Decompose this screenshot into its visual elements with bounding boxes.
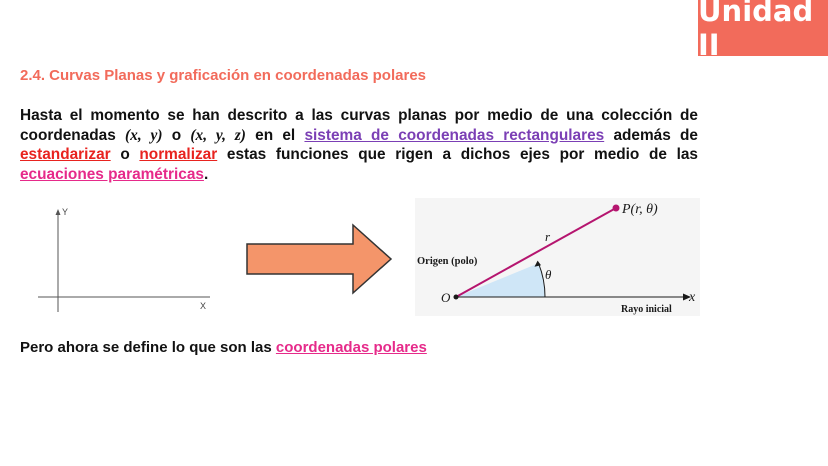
origin-o-label: O [441, 290, 451, 305]
math-xyz: (x, y, z) [190, 126, 246, 144]
angle-wedge [456, 263, 545, 297]
paragraph-text-4: además de [604, 126, 698, 144]
paragraph-text-5: o [110, 146, 140, 163]
point-p-label: P(r, θ) [622, 202, 658, 217]
highlight-polar-coordinates: coordenadas polares [275, 339, 427, 356]
polar-intro-text: Pero ahora se define lo que son las [20, 339, 276, 356]
paragraph-text-7: . [203, 165, 209, 183]
origin-pole-label: Origen (polo) [417, 256, 478, 267]
highlight-estandarizar: estandarizar [20, 146, 111, 163]
unit-badge-label: Unidad II [698, 0, 814, 62]
y-axis-arrowhead [56, 209, 61, 215]
x-axis-polar-label: x [689, 290, 696, 305]
right-arrow-icon [247, 225, 391, 293]
section-title: 2.4. Curvas Planas y graficación en coordenadas polares [20, 67, 427, 84]
math-xy: (x, y) [125, 126, 163, 144]
unit-badge [698, 0, 828, 62]
origin-marker [454, 295, 459, 300]
radius-label: r [545, 229, 551, 244]
initial-ray-label: Rayo inicial [621, 304, 672, 315]
highlight-parametric-equations: ecuaciones paramétricas [20, 165, 204, 183]
transition-arrow [245, 223, 395, 295]
y-axis-label: Y [62, 207, 69, 217]
polar-coordinates-figure [415, 198, 700, 316]
polar-intro-line [20, 339, 427, 356]
highlight-rectangular-system: sistema de coordenadas rectangulares [304, 126, 605, 144]
x-axis-label: X [200, 301, 207, 311]
theta-label: θ [545, 267, 552, 282]
rectangular-axes-figure [30, 200, 220, 320]
polar-diagram [415, 198, 700, 316]
paragraph-text-2: o [162, 126, 191, 144]
paragraph-text-1: Hasta el momento se han descrito a las curvas planas por medio de una colección de coordenadas [20, 107, 698, 144]
point-p-marker [613, 205, 620, 212]
paragraph-text-3: en el [245, 126, 305, 144]
highlight-normalizar: normalizar [139, 146, 218, 163]
intro-paragraph [20, 106, 698, 184]
paragraph-text-6: estas funciones que rigen a dichos ejes por medio de las [217, 146, 698, 163]
